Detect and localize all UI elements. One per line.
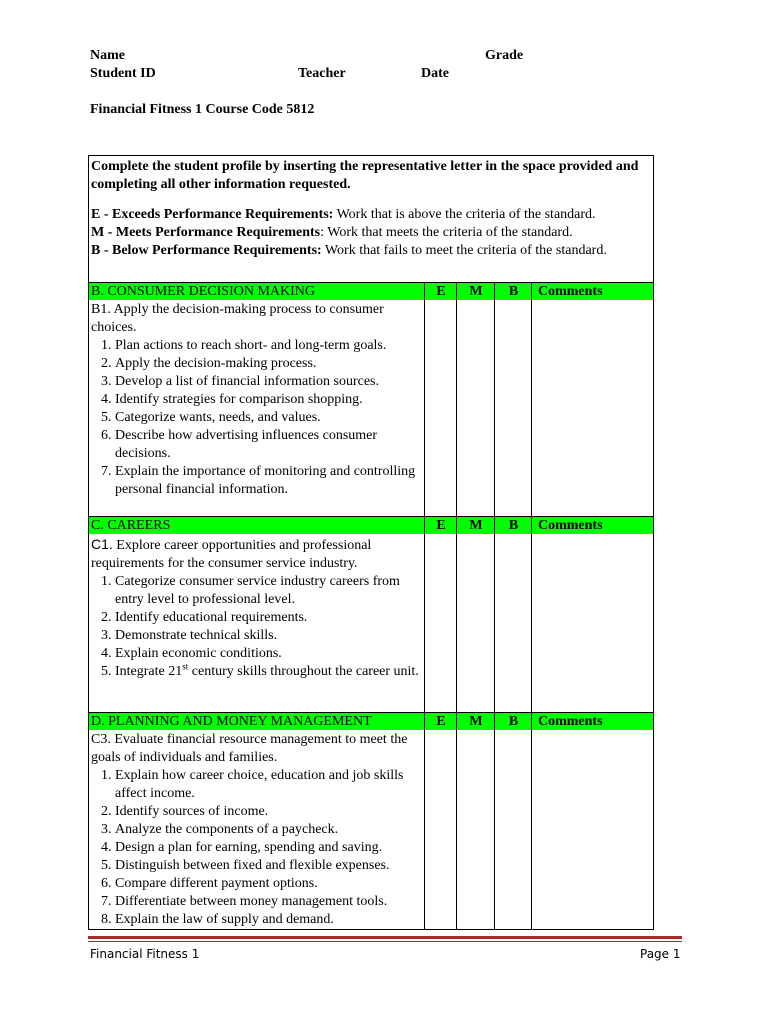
profile-table (88, 155, 654, 930)
course-title: Financial Fitness 1 Course Code 5812 (90, 102, 315, 117)
legend-code: B - Below Performance Requirements: (91, 243, 322, 258)
intro-block (91, 156, 651, 260)
list-item: 7. Differentiate between money management tools. (115, 893, 421, 911)
section-header-careers (89, 516, 653, 534)
footer-rule (88, 936, 682, 939)
list-item: 3. Demonstrate technical skills. (115, 627, 421, 645)
student-id-label: Student ID (90, 66, 156, 81)
standard-text: Explore career opportunities and professional requirements for the consumer service industry. (91, 538, 372, 571)
legend-exceeds (91, 206, 651, 224)
list-item: 1. Explain how career choice, education and job skills affect income. (115, 767, 421, 803)
list-item: 3. Develop a list of financial information sources. (115, 373, 421, 391)
section-title: B. CONSUMER DECISION MAKING (91, 284, 316, 299)
col-e: E (436, 284, 446, 299)
list-item: 8. Explain the law of supply and demand. (115, 911, 421, 929)
footer-rule-thin (88, 941, 682, 942)
col-m: M (469, 518, 483, 533)
col-m: M (469, 284, 483, 299)
date-label: Date (421, 66, 449, 81)
section-body-money (91, 731, 421, 929)
col-comments: Comments (538, 284, 603, 299)
instruction-text: Complete the student profile by inserting the representative letter in the space provided and completing all other information requested. (91, 159, 639, 192)
section-title: C. CAREERS (91, 518, 171, 533)
list-item: 3. Analyze the components of a paycheck. (115, 821, 421, 839)
standard-lead (91, 731, 421, 767)
list-item: 4. Identify strategies for comparison shopping. (115, 391, 421, 409)
performance-legend (91, 206, 651, 260)
section-title: D. PLANNING AND MONEY MANAGEMENT (91, 714, 372, 729)
legend-desc: Work that fails to meet the criteria of the standard. (321, 243, 607, 258)
list-item: 2. Identify educational requirements. (115, 609, 421, 627)
legend-below (91, 242, 651, 260)
list-item: 4. Design a plan for earning, spending and saving. (115, 839, 421, 857)
standard-code: B1. (91, 302, 111, 317)
standard-text: Evaluate financial resource management to meet the goals of individuals and families. (91, 732, 408, 765)
col-e: E (436, 518, 446, 533)
standard-lead (91, 301, 421, 337)
grade-label: Grade (485, 48, 524, 63)
col-divider (494, 282, 495, 930)
legend-desc: : Work that meets the criteria of the standard. (320, 225, 573, 240)
standard-code: C1. (91, 536, 113, 552)
col-divider (424, 282, 425, 930)
list-item: 2. Identify sources of income. (115, 803, 421, 821)
legend-meets (91, 224, 651, 242)
col-comments: Comments (538, 714, 603, 729)
list-item: 5. Categorize wants, needs, and values. (115, 409, 421, 427)
legend-code: E - Exceeds Performance Requirements: (91, 207, 334, 222)
legend-desc: Work that is above the criteria of the standard. (333, 207, 596, 222)
list-item: 4. Explain economic conditions. (115, 645, 421, 663)
col-divider (456, 282, 457, 930)
list-item: 1. Plan actions to reach short- and long-term goals. (115, 337, 421, 355)
list-item: 6. Describe how advertising influences consumer decisions. (115, 427, 421, 463)
standard-text: Apply the decision-making process to consumer choices. (91, 302, 384, 335)
col-comments: Comments (538, 518, 603, 533)
col-b: B (508, 518, 519, 533)
list-item: 5. Distinguish between fixed and flexible expenses. (115, 857, 421, 875)
name-label: Name (90, 48, 125, 63)
section-header-money (89, 712, 653, 730)
section-header-consumer (89, 282, 653, 300)
teacher-label: Teacher (298, 66, 346, 81)
col-b: B (508, 714, 519, 729)
legend-code: M - Meets Performance Requirements (91, 225, 321, 240)
footer-doc-title: Financial Fitness 1 (90, 947, 200, 961)
list-item: 6. Compare different payment options. (115, 875, 421, 893)
list-item: 2. Apply the decision-making process. (115, 355, 421, 373)
col-b: B (508, 284, 519, 299)
section-body-consumer (91, 301, 421, 499)
list-item: 1. Categorize consumer service industry careers from entry level to professional level. (115, 573, 421, 609)
list-item: 5. Integrate 21st century skills throughout the career unit. (115, 663, 421, 681)
list-item: 7. Explain the importance of monitoring and controlling personal financial information. (115, 463, 421, 499)
section-body-careers (91, 535, 421, 681)
col-divider (531, 282, 532, 930)
footer-page-number: Page 1 (640, 947, 681, 961)
standard-lead (91, 535, 421, 573)
col-e: E (436, 714, 446, 729)
col-m: M (469, 714, 483, 729)
standard-code: C3. (91, 732, 111, 747)
